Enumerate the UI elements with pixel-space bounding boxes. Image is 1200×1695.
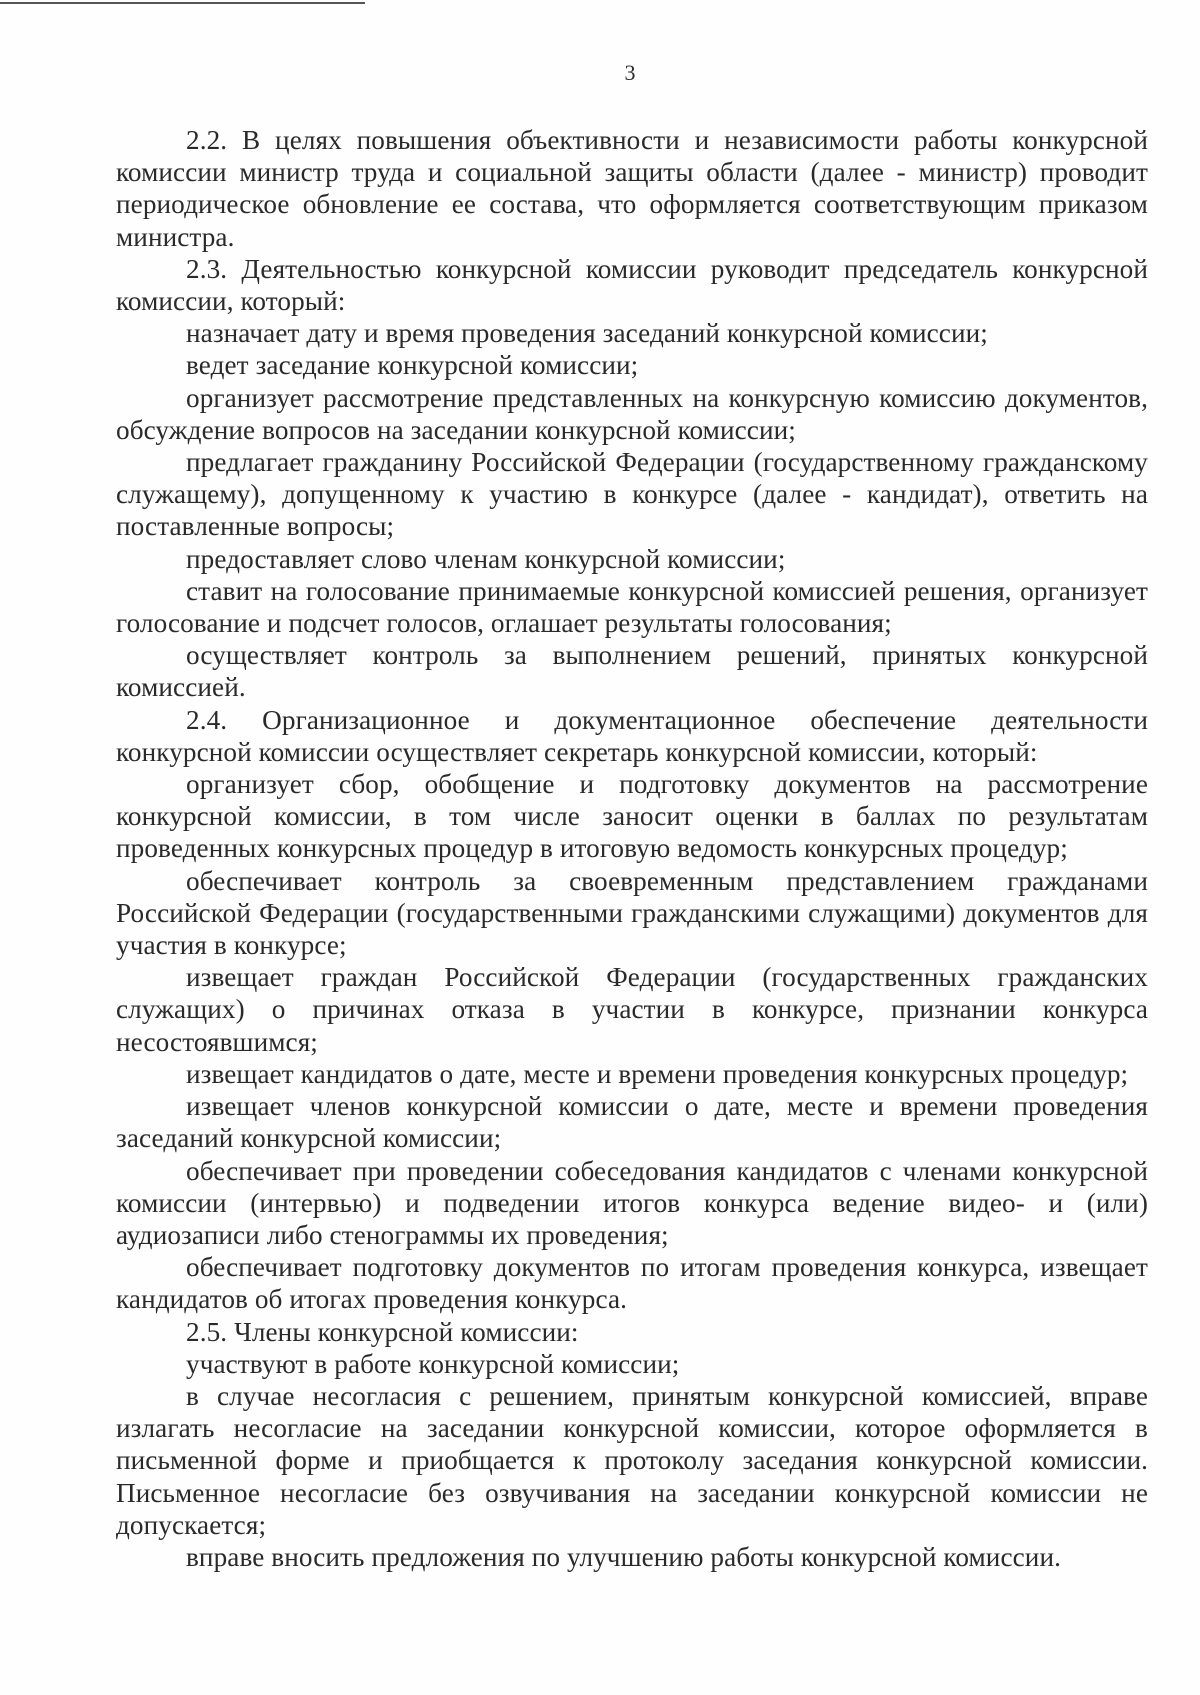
page-number: 3 bbox=[624, 60, 636, 85]
list-item: участвуют в работе конкурсной комиссии; bbox=[186, 1348, 680, 1379]
list-item: назначает дату и время проведения заседаний конкурсной комиссии; bbox=[186, 318, 988, 349]
list-item: извещает членов конкурсной комиссии о дате, месте и времени проведения заседаний конкурсной комиссии; bbox=[116, 1091, 1148, 1154]
list-item: обеспечивает контроль за своевременным представлением гражданами Российской Федерации (государственными гражданскими служащими) документов для участия в конкурсе; bbox=[116, 865, 1148, 961]
list-item: в случае несогласия с решением, принятым конкурсной комиссией, вправе излагать несогласие на заседании конкурсной комиссии, которое оформляется в письменной форме и приобщается к протоколу заседания конкурсной комиссии. Письменное несогласие без озвучивания на заседании конкурсной комиссии не допускается; bbox=[116, 1380, 1148, 1540]
paragraph-2-4: 2.4. Организационное и документационное обеспечение деятельности конкурсной комиссии осуществляет секретарь конкурсной комиссии, который: bbox=[116, 704, 1148, 767]
list-item: организует сбор, обобщение и подготовку документов на рассмотрение конкурсной комиссии, в том числе заносит оценки в баллах по результатам проведенных конкурсных процедур в итоговую ведомость конкурсных процедур; bbox=[116, 769, 1148, 864]
paragraph-2-2: 2.2. В целях повышения объективности и независимости работы конкурсной комиссии министр труда и социальной защиты области (далее - министр) проводит периодическое обновление ее состава, что оформляется соответствующим приказом министра. bbox=[116, 125, 1148, 252]
paragraph-2-3: 2.3. Деятельностью конкурсной комиссии руководит председатель конкурсной комиссии, который: bbox=[116, 253, 1148, 317]
list-item: обеспечивает при проведении собеседования кандидатов с членами конкурсной комиссии (интервью) и подведении итогов конкурса ведение видео- и (или) аудиозаписи либо стенограммы их проведения; bbox=[116, 1155, 1148, 1250]
list-item: предлагает гражданину Российской Федерации (государственному гражданскому служащему), допущенному к участию в конкурсе (далее - кандидат), ответить на поставленные вопросы; bbox=[116, 447, 1148, 542]
list-item: осуществляет контроль за выполнением решений, принятых конкурсной комиссией. bbox=[116, 640, 1148, 703]
list-item: ведет заседание конкурсной комиссии; bbox=[186, 350, 639, 381]
top-rule bbox=[0, 2, 365, 4]
list-item: вправе вносить предложения по улучшению работы конкурсной комиссии. bbox=[186, 1541, 1061, 1572]
paragraph-2-5: 2.5. Члены конкурсной комиссии: bbox=[186, 1316, 579, 1347]
list-item: организует рассмотрение представленных на конкурсную комиссию документов, обсуждение вопросов на заседании конкурсной комиссии; bbox=[116, 382, 1148, 445]
list-item: предоставляет слово членам конкурсной комиссии; bbox=[186, 543, 786, 574]
document-body bbox=[116, 124, 1148, 1573]
list-item: извещает граждан Российской Федерации (государственных гражданских служащих) о причинах отказа в участии в конкурсе, признании конкурса несостоявшимся; bbox=[116, 962, 1148, 1057]
list-item: извещает кандидатов о дате, месте и времени проведения конкурсных процедур; bbox=[186, 1058, 1129, 1089]
list-item: ставит на голосование принимаемые конкурсной комиссией решения, организует голосование и подсчет голосов, оглашает результаты голосования; bbox=[116, 575, 1148, 639]
list-item: обеспечивает подготовку документов по итогам проведения конкурса, извещает кандидатов об итогах проведения конкурса. bbox=[116, 1252, 1148, 1315]
